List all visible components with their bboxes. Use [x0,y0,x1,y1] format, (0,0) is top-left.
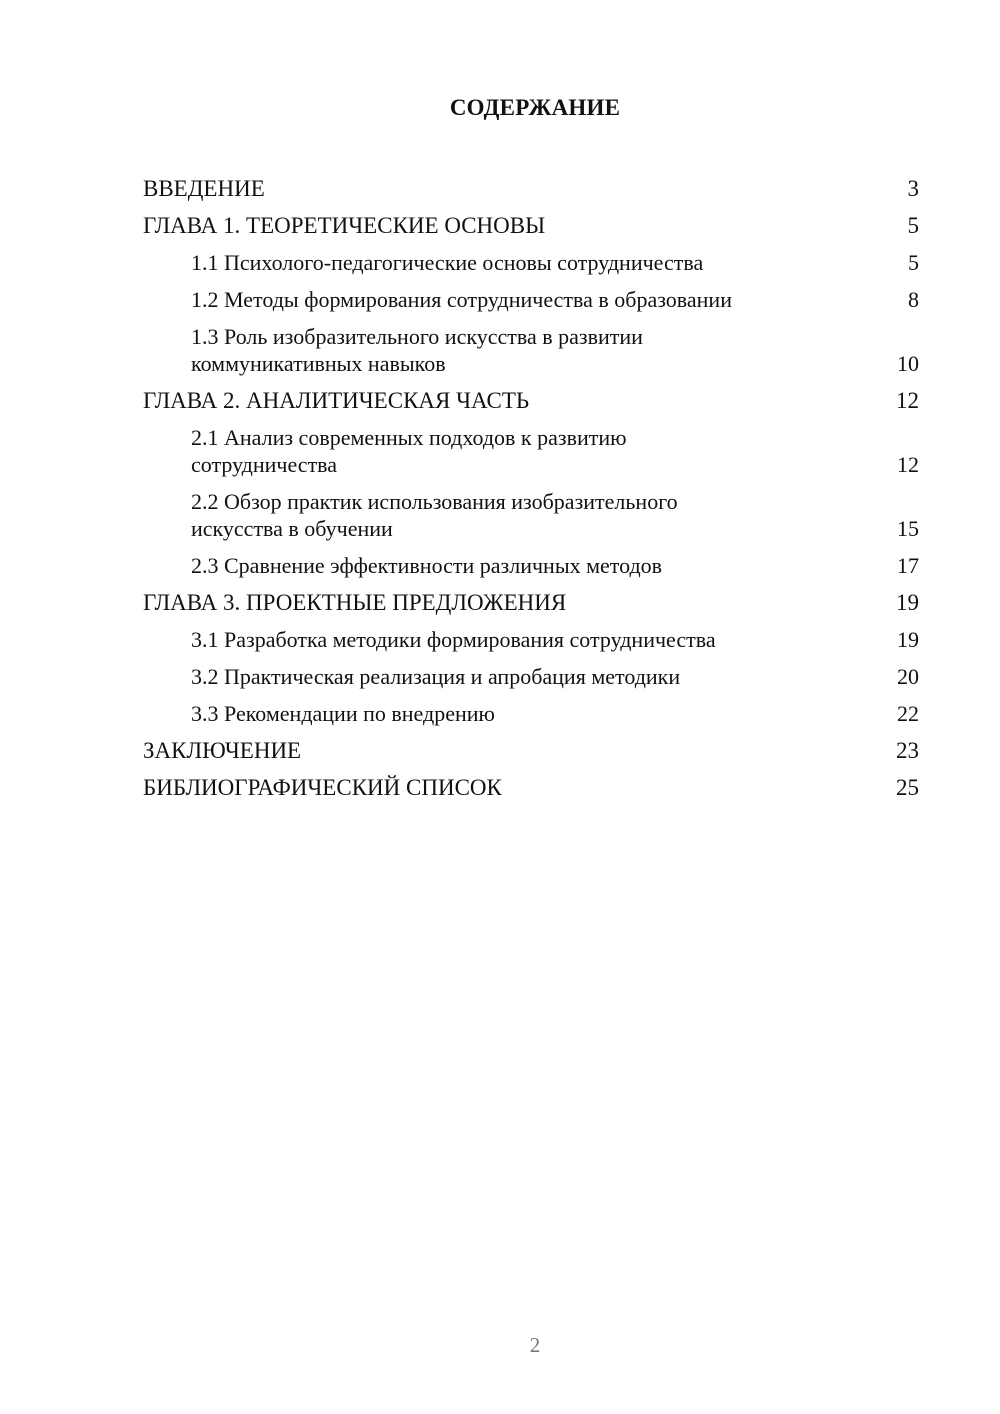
toc-entry-conclusion [143,732,919,769]
page-number: 2 [529,1333,541,1357]
table-of-contents [143,170,919,806]
toc-entry-page: 8 [908,287,919,312]
toc-entry-section-3-2 [143,658,919,695]
toc-entry-page: 22 [897,701,919,726]
toc-entry-introduction [143,170,919,207]
toc-entry-page: 3 [907,176,919,201]
toc-entry-section-1-1 [143,244,919,281]
toc-entry-text: ГЛАВА 3. ПРОЕКТНЫЕ ПРЕДЛОЖЕНИЯ [143,590,567,615]
toc-entry-text: ВВЕДЕНИЕ [143,176,265,201]
toc-entry-section-3-1 [143,621,919,658]
toc-entry-page: 5 [907,213,919,238]
toc-entry-page: 17 [897,553,919,578]
toc-entry-text: 1.3 Роль изобразительного искусства в развитии коммуникативных навыков [191,324,643,376]
toc-entry-text: ГЛАВА 2. АНАЛИТИЧЕСКАЯ ЧАСТЬ [143,388,530,413]
toc-entry-chapter-1 [143,207,919,244]
toc-entry-section-1-2 [143,281,919,318]
toc-entry-text: 3.2 Практическая реализация и апробация методики [191,664,681,689]
toc-entry-page: 12 [896,388,919,413]
toc-entry-page: 19 [897,627,919,652]
toc-entry-section-2-3 [143,547,919,584]
toc-entry-bibliography [143,769,919,806]
toc-entry-section-2-2 [143,483,919,547]
toc-entry-section-1-3 [143,318,919,382]
toc-entry-page: 15 [897,516,919,541]
toc-entry-page: 10 [897,351,919,376]
toc-entry-page: 19 [896,590,919,615]
toc-entry-text: 2.2 Обзор практик использования изобразительного искусства в обучении [191,489,678,541]
toc-entry-section-3-3 [143,695,919,732]
toc-entry-chapter-3 [143,584,919,621]
toc-entry-page: 20 [897,664,919,689]
page-title: СОДЕРЖАНИЕ [449,95,621,120]
toc-entry-section-2-1 [143,419,919,483]
toc-entry-page: 25 [896,775,919,800]
toc-entry-chapter-2 [143,382,919,419]
toc-entry-page: 23 [896,738,919,763]
toc-entry-page: 12 [897,452,919,477]
toc-entry-text: БИБЛИОГРАФИЧЕСКИЙ СПИСОК [143,775,502,800]
toc-entry-text: ГЛАВА 1. ТЕОРЕТИЧЕСКИЕ ОСНОВЫ [143,213,546,238]
toc-entry-page: 5 [908,250,919,275]
toc-entry-text: 3.3 Рекомендации по внедрению [191,701,495,726]
toc-entry-text: 3.1 Разработка методики формирования сотрудничества [191,627,716,652]
toc-entry-text: 2.1 Анализ современных подходов к развитию сотрудничества [191,425,627,477]
toc-entry-text: 1.2 Методы формирования сотрудничества в образовании [191,287,732,312]
toc-entry-text: ЗАКЛЮЧЕНИЕ [143,738,302,763]
toc-entry-text: 1.1 Психолого-педагогические основы сотрудничества [191,250,704,275]
toc-entry-text: 2.3 Сравнение эффективности различных методов [191,553,663,578]
